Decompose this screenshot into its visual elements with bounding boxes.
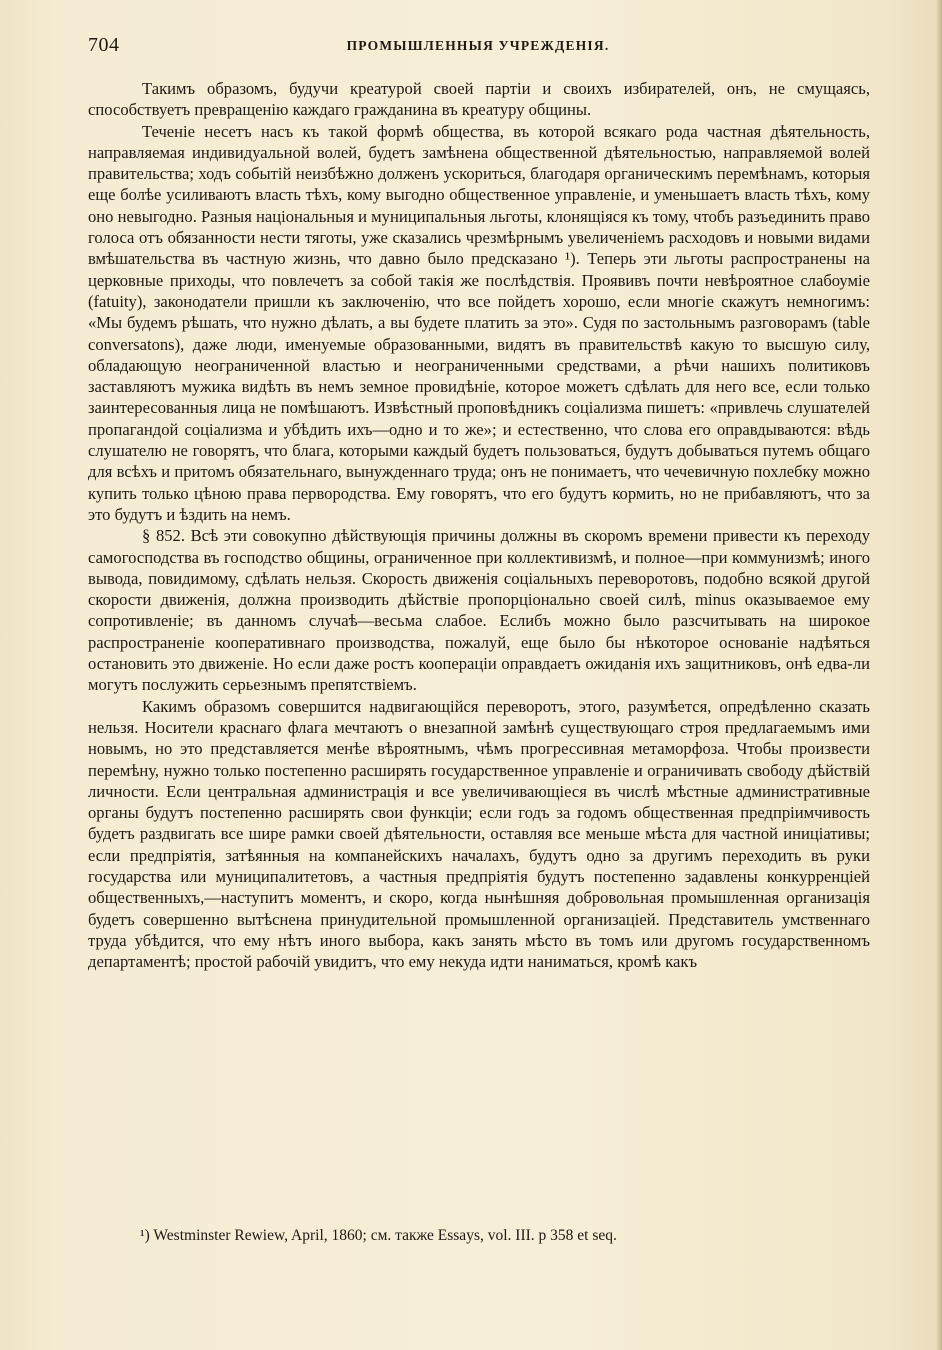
- paragraph: § 852. Всѣ эти совокупно дѣйствующія причины должны въ скоромъ времени привести къ переходу самогосподства въ господство общины, ограниченное при коллективизмѣ, и полное—при коммунизмѣ; иного вывода, повидимому, сдѣлать нельзя. Скорость движенія соціальныхъ переворотовъ, подобно всякой другой скорости движенія, должна производить дѣйствіе пропорціонально своей силѣ, minus оказываемое ему сопротивленіе; въ данномъ случаѣ—весьма слабое. Еслибъ можно было разсчитывать на широкое распространеніе кооперативнаго производства, пожалуй, еще было бы нѣкоторое основаніе надѣяться остановить это движеніе. Но если даже ростъ коопераціи оправдаетъ ожиданія ихъ защитниковъ, онѣ едва-ли могутъ послужить серьезнымъ препятствіемъ.: [88, 526, 870, 695]
- page-edge: [936, 0, 942, 1350]
- paragraph: Теченіе несетъ насъ къ такой формѣ общества, въ которой всякаго рода частная дѣятельность, направляемая индивидуальной волей, будетъ замѣнена общественной дѣятельностью, направляемой волей правительства; ходъ событій неизбѣжно долженъ ускориться, благодаря органическимъ перемѣнамъ, которыя еще болѣе усиливаютъ власть тѣхъ, кому выгодно общественное управленіе, и уменьшаетъ власть тѣхъ, кому оно невыгодно. Разныя національныя и муниципальныя льготы, клонящіяся къ тому, чтобъ разъединить право голоса отъ обязанности нести тяготы, уже сказались чрезмѣрнымъ увеличеніемъ расходовъ и новыми видами вмѣшательства въ частную жизнь, что давно было предсказано ¹). Теперь эти льготы распространены на церковные приходы, что повлечетъ за собой такія же послѣдствія. Проявивъ почти невѣроятное слабоуміе (fatuity), законодатели пришли къ заключенію, что все пойдетъ хорошо, если многіе скажутъ немногимъ: «Мы будемъ рѣшать, что нужно дѣлать, а вы будете платить за это». Судя по застольнымъ разговорамъ (table conversatons), даже люди, именуемые образованными, видятъ въ правительствѣ какую то высшую силу, обладающую неограниченной властью и неограниченными средствами, а рѣчи нашихъ политиковъ заставляютъ мужика видѣть въ немъ земное провидѣніе, которое можетъ сдѣлать для него все, если только заинтересованныя лица не помѣшаютъ. Извѣстный проповѣдникъ соціализма пишетъ: «привлечь слушателей пропагандой соціализма и убѣдить ихъ—одно и то же»; и естественно, что слова его оправдываются: вѣдь слушателю не говорятъ, что блага, которыми каждый будетъ пользоваться, будутъ добываться путемъ общаго для всѣхъ и притомъ обязательнаго, вынужденнаго труда; онъ не понимаетъ, что чечевичную похлебку можно купить только цѣною права первородства. Ему говорятъ, что его будутъ кормить, но не прибавляютъ, что за это будутъ и ѣздить на немъ.: [88, 121, 870, 524]
- body-text: [88, 78, 870, 972]
- paragraph: Какимъ образомъ совершится надвигающійся переворотъ, этого, разумѣется, опредѣленно сказать нельзя. Носители краснаго флага мечтаютъ о внезапной замѣнѣ существующаго строя предлагаемымъ ими новымъ, но это представляется менѣе вѣроятнымъ, чѣмъ прогрессивная метаморфоза. Чтобы произвести перемѣну, нужно только постепенно расширять государственное управленіе и ограничивать свободу дѣйствій личности. Если центральная администрація и все увеличивающіеся въ числѣ мѣстные административные органы будутъ постепенно расширять свои функціи; если годъ за годомъ общественная предпріимчивость будетъ раздвигать все шире рамки своей дѣятельности, оставляя все меньше мѣста для частной иниціативы; если предпріятія, затѣянныя на компанейскихъ началахъ, будутъ одно за другимъ переходить въ руки государства или муниципалитетовъ, а частныя предпріятія будутъ постепенно задавлены конкурренціей общественныхъ,—наступитъ моментъ, и скоро, когда нынѣшняя добровольная промышленная организація будетъ совершенно вытѣснена принудительной промышленной организаціей. Представитель умственнаго труда убѣдится, что ему нѣтъ иного выбора, какъ занять мѣсто въ томъ или другомъ государственномъ департаментѣ; простой рабочій увидитъ, что ему некуда идти наниматься, кромѣ какъ: [88, 696, 870, 972]
- page-header: [88, 34, 868, 58]
- page-number: 704: [88, 34, 120, 56]
- footnote: ¹) Westminster Rewiew, April, 1860; см. также Essays, vol. III. p 358 et seq.: [140, 1227, 617, 1244]
- running-title: ПРОМЫШЛЕННЫЯ УЧРЕЖДЕНІЯ.: [346, 38, 610, 53]
- paragraph: Такимъ образомъ, будучи креатурой своей партіи и своихъ избирателей, онъ, не смущаясь, способствуетъ превращенію каждаго гражданина въ креатуру общины.: [88, 79, 870, 120]
